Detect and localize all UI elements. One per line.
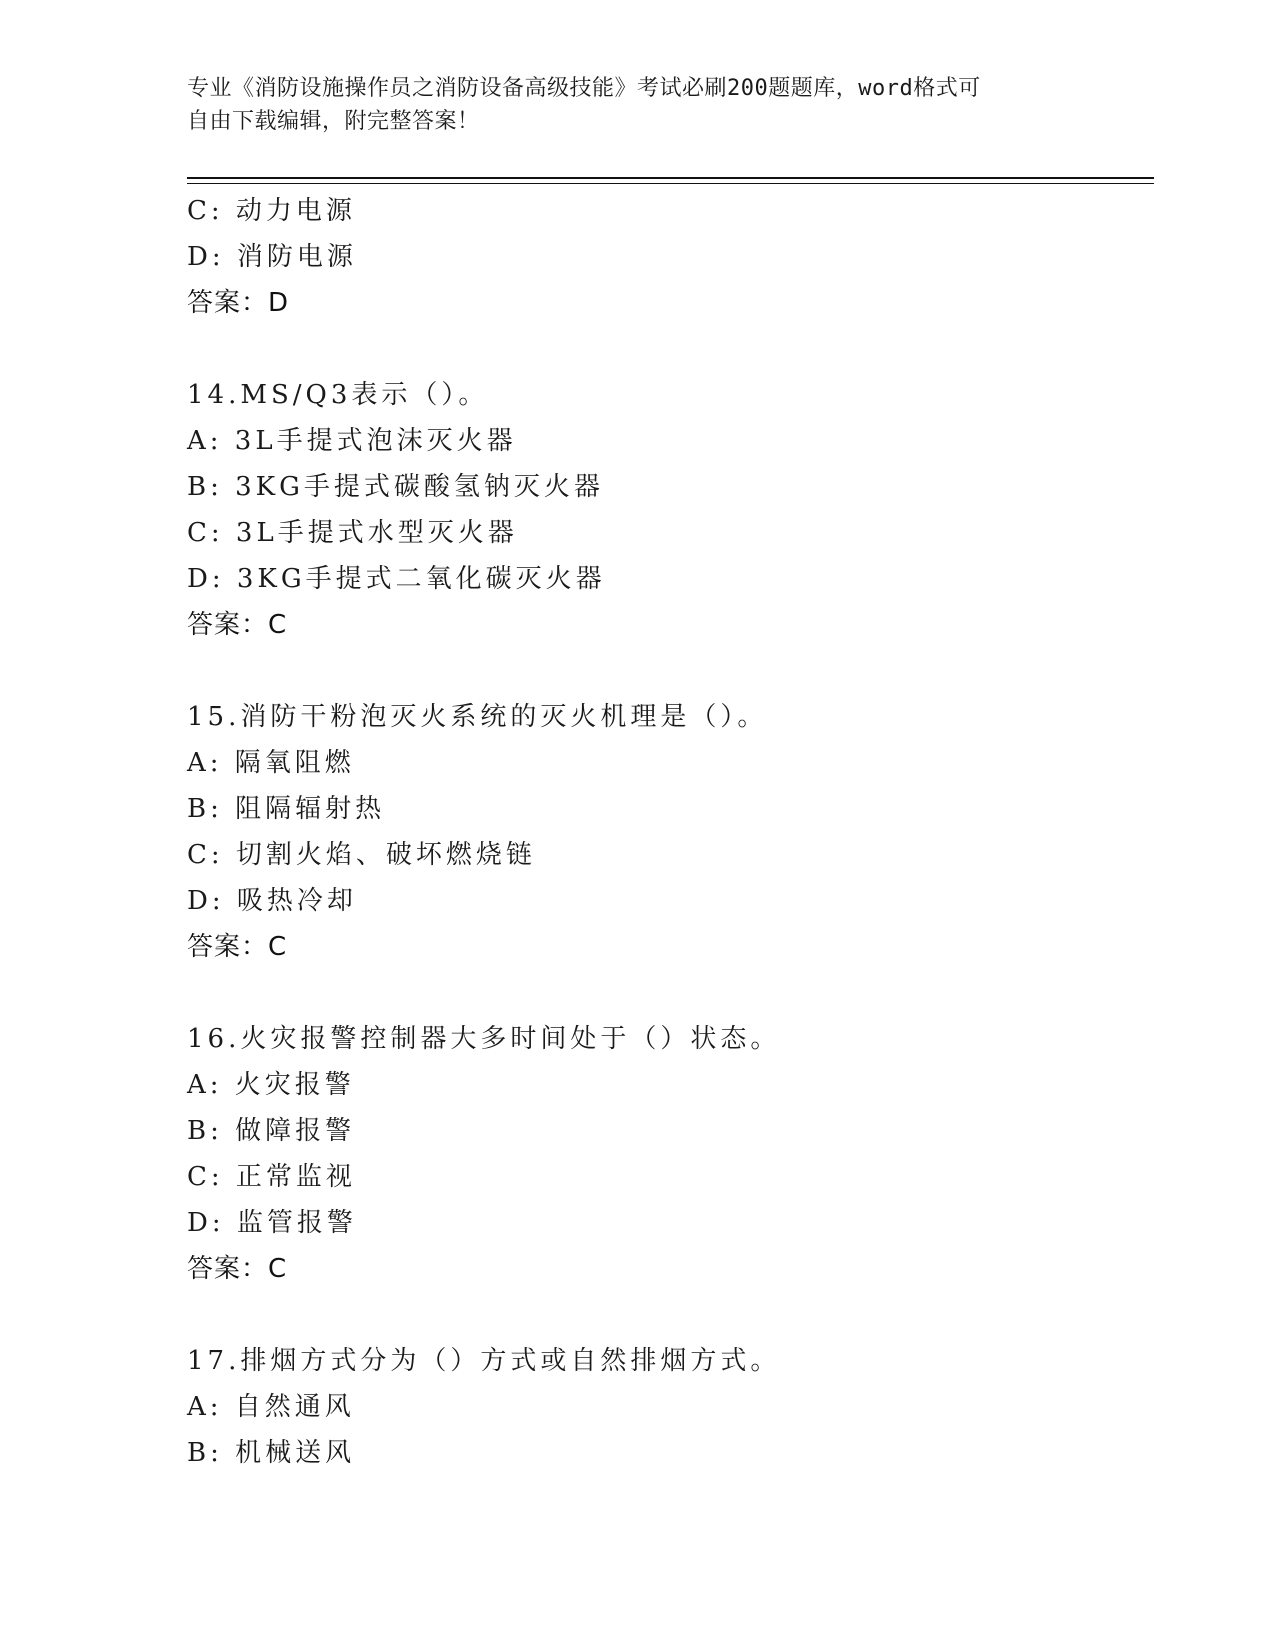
question-stem: 14.MS/Q3表示（）。 [187, 380, 489, 410]
option-line: C: 3L手提式水型灭火器 [187, 518, 518, 548]
option-line: C: 动力电源 [187, 196, 356, 226]
header-rule-thin [187, 183, 1154, 184]
header-line-2: 自由下载编辑，附完整答案！ [187, 109, 480, 134]
answer-line: 答案：D [187, 288, 290, 318]
spacer [187, 970, 1147, 1016]
spacer [187, 648, 1147, 694]
answer-line: 答案：C [187, 610, 288, 640]
option-line: C: 正常监视 [187, 1162, 356, 1192]
spacer [187, 1292, 1147, 1338]
option-line: B: 阻隔辐射热 [187, 794, 386, 824]
option-line: D: 监管报警 [187, 1208, 357, 1238]
header-rule-thick [187, 177, 1154, 179]
option-line: A: 隔氧阻燃 [187, 748, 355, 778]
option-line: D: 3KG手提式二氧化碳灭火器 [187, 564, 606, 594]
option-line: B: 机械送风 [187, 1438, 356, 1468]
option-line: B: 做障报警 [187, 1116, 356, 1146]
option-line: A: 3L手提式泡沫灭火器 [187, 426, 517, 456]
option-line: A: 火灾报警 [187, 1070, 355, 1100]
question-stem: 16.火灾报警控制器大多时间处于（）状态。 [187, 1024, 781, 1054]
question-stem: 17.排烟方式分为（）方式或自然排烟方式。 [187, 1346, 781, 1376]
option-line: B: 3KG手提式碳酸氢钠灭火器 [187, 472, 604, 502]
document-header [187, 72, 1067, 138]
header-line-1: 专业《消防设施操作员之消防设备高级技能》考试必刷200题题库，word格式可 [187, 76, 981, 101]
option-line: C: 切割火焰、破坏燃烧链 [187, 840, 536, 870]
answer-line: 答案：C [187, 932, 288, 962]
answer-line: 答案：C [187, 1254, 288, 1284]
spacer [187, 326, 1147, 372]
option-line: D: 吸热冷却 [187, 886, 357, 916]
option-line: A: 自然通风 [187, 1392, 355, 1422]
question-stem: 15.消防干粉泡灭火系统的灭火机理是（）。 [187, 702, 768, 732]
question-list [187, 188, 1147, 1476]
option-line: D: 消防电源 [187, 242, 357, 272]
